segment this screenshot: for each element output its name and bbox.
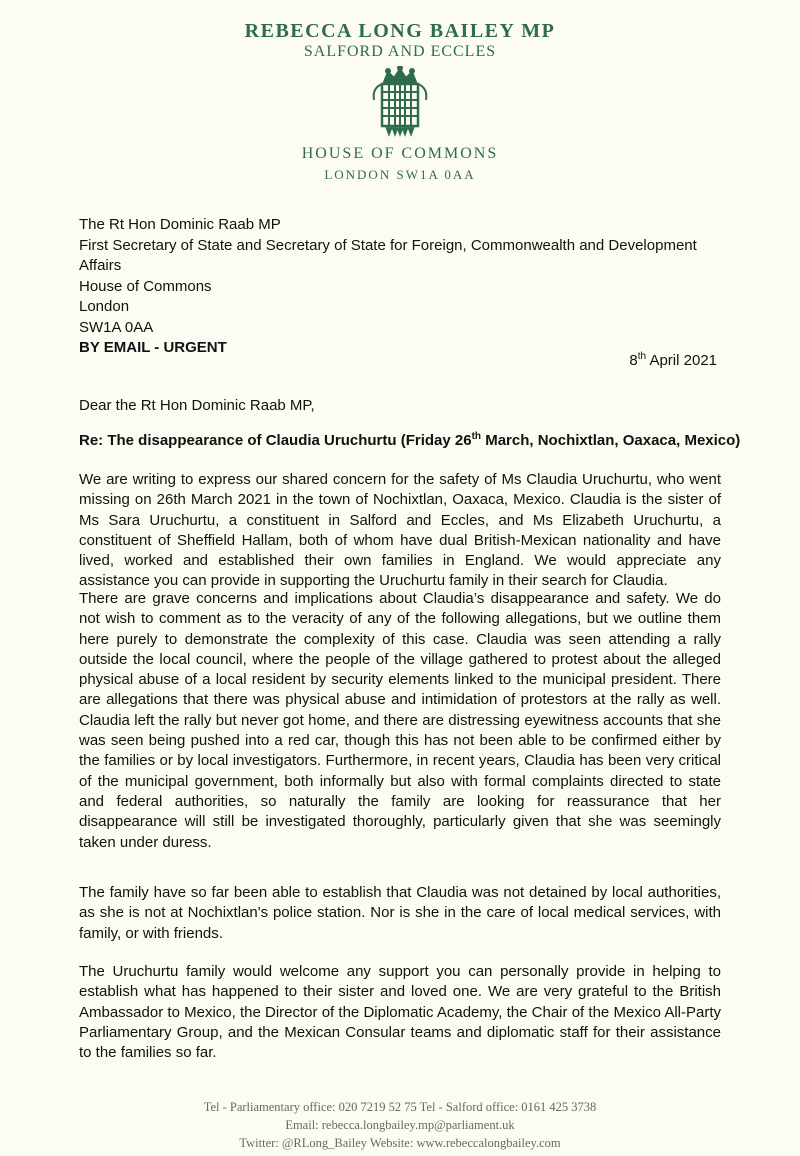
footer-email: Email: rebecca.longbailey.mp@parliament.uk (285, 1118, 515, 1132)
recipient-address (79, 215, 697, 359)
constituency: SALFORD AND ECCLES (303, 43, 497, 60)
recipient-city: London (79, 298, 130, 315)
date-suffix: th (637, 351, 647, 362)
recipient-title-line1: First Secretary of State and Secretary of State for Foreign, Commonwealth and Development (79, 236, 697, 254)
subject-after: March, Nochixtlan, Oaxaca, Mexico) (481, 432, 741, 449)
footer-web: Twitter: @RLong_Bailey Website: www.rebeccalongbailey.com (239, 1136, 561, 1150)
footer (0, 1098, 800, 1152)
house-of-commons: HOUSE OF COMMONS (301, 145, 499, 162)
mp-name: REBECCA LONG BAILEY MP (244, 20, 556, 42)
delivery-method: BY EMAIL - URGENT (79, 339, 227, 356)
date-day: 8 (629, 352, 638, 369)
portcullis-icon (362, 66, 438, 143)
paragraph-4: The Uruchurtu family would welcome any support you can personally provide in helping to establish what has happened to their sister and loved one. We are very grateful to the British Ambassador to Mexico, the Director of the Diplomatic Academy, the Chair of the Mexico All-Party Parliamentary Group, and the Mexican Consular teams and diplomatic staff for their assistance to the families so far. (79, 963, 721, 1062)
subject-line (79, 432, 740, 449)
subject-before: Re: The disappearance of Claudia Uruchurtu (Friday 26 (79, 432, 472, 449)
letterhead-address: LONDON SW1A 0AA (324, 167, 476, 182)
salutation: Dear the Rt Hon Dominic Raab MP, (79, 397, 315, 414)
paragraph-1: We are writing to express our shared concern for the safety of Ms Claudia Uruchurtu, who went missing on 26th March 2021 in the town of Nochixtlan, Oaxaca, Mexico. Claudia is the sister of Ms Sara Uruchurtu, a constituent in Salford and Eccles, and Ms Elizabeth Uruchurtu, a constituent of Sheffield Hallam, both of whom have dual British-Mexican nationality and have lived, worked and established their own families in England. We would appreciate any assistance you can provide in supporting the Uruchurtu family in their search for Claudia. (79, 471, 721, 590)
recipient-name: The Rt Hon Dominic Raab MP (79, 216, 281, 233)
date-rest: April 2021 (649, 352, 717, 369)
footer-phones: Tel - Parliamentary office: 020 7219 52 75 Tel - Salford office: 0161 425 3738 (203, 1100, 597, 1114)
recipient-title-line2: Affairs (79, 257, 122, 274)
subject-suffix: th (471, 431, 482, 442)
letter-date (629, 352, 717, 369)
recipient-postcode: SW1A 0AA (79, 318, 154, 336)
paragraph-2: There are grave concerns and implications about Claudia’s disappearance and safety. We do not wish to comment as to the veracity of any of the following allegations, but we outline them here purely to demonstrate the complexity of this case. Claudia was seen attending a rally outside the local council, where the people of the village gathered to protest about the alleged physical abuse of a local resident by security elements linked to the municipal president. There are allegations that there was physical abuse and intimidation of protestors at the rally as well. Claudia left the rally but never got home, and there are distressing eyewitness accounts that she was seen being pushed into a red car, though this has not been able to be confirmed either by the families or by local investigators. Furthermore, in recent years, Claudia has been very critical of the municipal government, both informally but also with formal complaints directed to state and federal authorities, so naturally the family are looking for reassurance that her disappearance will still be investigated thoroughly, particularly given that she was seemingly taken under duress. (79, 590, 721, 851)
recipient-building: House of Commons (79, 277, 212, 295)
paragraph-3: The family have so far been able to establish that Claudia was not detained by local authorities, as she is not at Nochixtlan's police station. Nor is she in the care of local medical services, with family, or with friends. (79, 884, 721, 942)
